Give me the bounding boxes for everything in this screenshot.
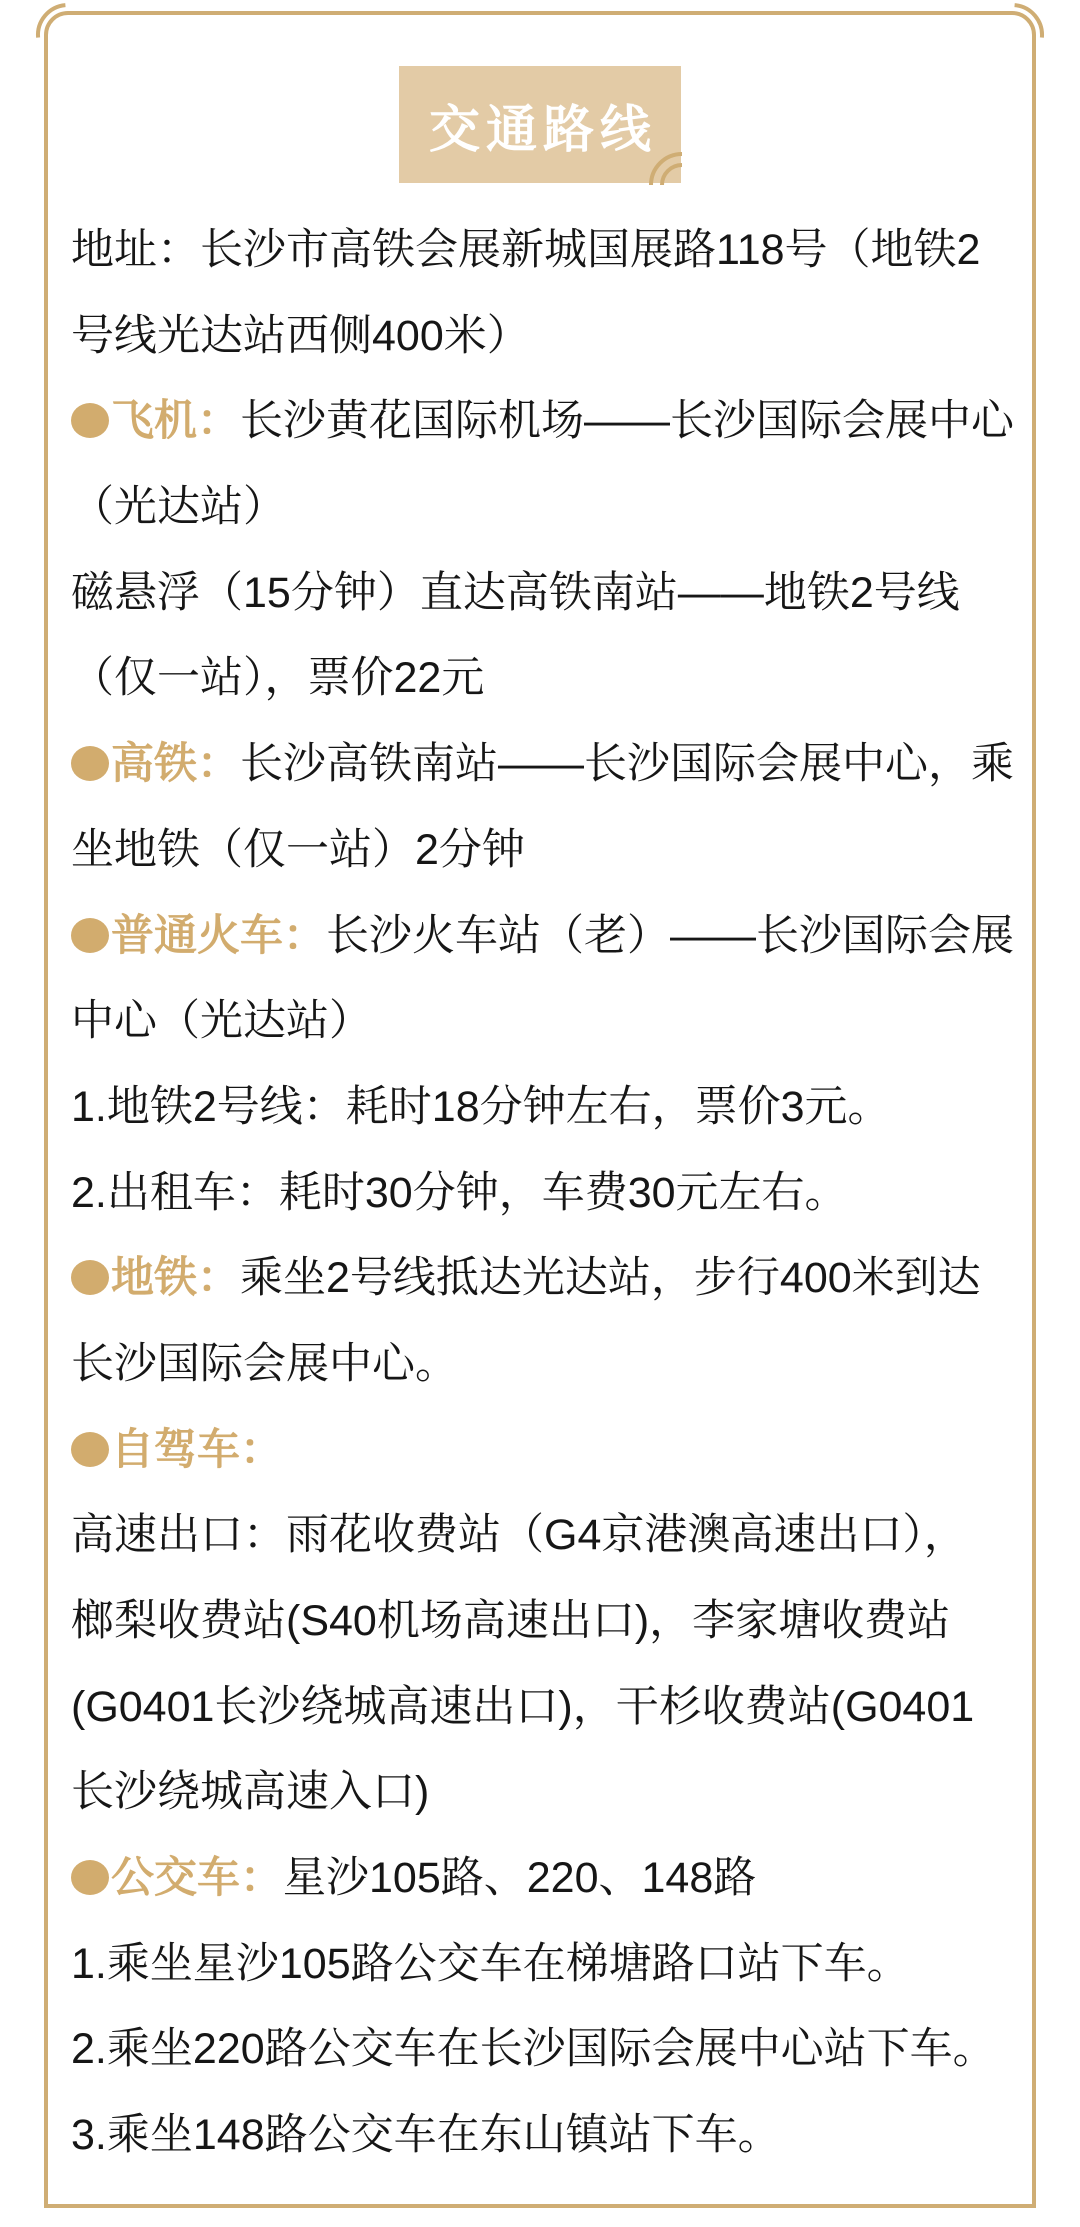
route-text: 星沙105路、220、148路 (283, 1854, 757, 1903)
bullet-icon (71, 1860, 109, 1895)
route-text: 号线光达站西侧400米） (71, 311, 530, 360)
route-text: 2.出租车：耗时30分钟，车费30元左右。 (71, 1168, 848, 1217)
bullet-icon (71, 746, 109, 781)
route-text: 长沙国际会展中心。 (71, 1339, 458, 1388)
bullet-icon (71, 918, 109, 953)
route-text: 长沙黄花国际机场——长沙国际会展中心 (240, 397, 1014, 446)
route-text: 长沙高铁南站——长沙国际会展中心，乘 (240, 740, 1014, 789)
text-line (71, 208, 1035, 294)
route-text: 3.乘坐148路公交车在东山镇站下车。 (71, 2111, 781, 2160)
route-text: 乘坐2号线抵达光达站，步行400米到达 (240, 1254, 981, 1303)
text-line (71, 636, 1035, 722)
text-line (71, 894, 1035, 980)
route-text: 磁悬浮（15分钟）直达高铁南站——地铁2号线 (71, 568, 960, 617)
text-line (71, 1665, 1035, 1751)
text-line (71, 2093, 1035, 2179)
route-info (71, 208, 1035, 2179)
route-text: 长沙火车站（老）——长沙国际会展 (326, 911, 1014, 960)
text-line (71, 1151, 1035, 1237)
text-line (71, 808, 1035, 894)
bullet-icon (71, 1432, 109, 1467)
route-text: 榔梨收费站(S40机场高速出口)，李家塘收费站 (71, 1597, 951, 1645)
text-line (71, 1750, 1035, 1836)
text-line (71, 2007, 1035, 2093)
text-line (71, 294, 1035, 380)
route-text: 高速出口：雨花收费站（G4京港澳高速出口）， (71, 1511, 967, 1560)
bullet-icon (71, 403, 109, 438)
corner-flourish-top-left-icon (38, 5, 65, 38)
corner-flourish-top-right-icon (1015, 5, 1042, 38)
text-line (71, 1493, 1035, 1579)
route-heading: 地铁： (111, 1254, 240, 1303)
text-line (71, 379, 1035, 465)
title-badge (399, 66, 681, 183)
route-text: 地址：长沙市高铁会展新城国展路118号（地铁2 (71, 226, 981, 274)
text-line (71, 1922, 1035, 2008)
text-line (71, 465, 1035, 551)
bullet-icon (71, 1260, 109, 1295)
route-text: 2.乘坐220路公交车在长沙国际会展中心站下车。 (71, 2025, 996, 2074)
route-heading: 飞机： (111, 397, 240, 446)
route-text: （光达站） (71, 483, 286, 532)
route-text: 1.乘坐星沙105路公交车在梯塘路口站下车。 (71, 1939, 910, 1988)
text-line (71, 1236, 1035, 1322)
text-line (71, 979, 1035, 1065)
text-line (71, 1065, 1035, 1151)
text-line (71, 1322, 1035, 1408)
route-heading: 自驾车： (111, 1425, 283, 1474)
text-line (71, 1579, 1035, 1665)
text-line (71, 1408, 1035, 1494)
text-line (71, 722, 1035, 808)
route-text: （仅一站），票价22元 (71, 654, 485, 703)
route-text: (G0401长沙绕城高速出口)，干杉收费站(G0401 (71, 1682, 975, 1731)
text-line (71, 551, 1035, 637)
route-heading: 高铁： (111, 740, 240, 789)
route-text: 中心（光达站） (71, 997, 372, 1046)
text-line (71, 1836, 1035, 1922)
route-text: 坐地铁（仅一站）2分钟 (71, 825, 525, 874)
route-text: 1.地铁2号线：耗时18分钟左右，票价3元。 (71, 1082, 891, 1131)
page-title: 交通路线 (428, 100, 657, 158)
route-heading: 公交车： (111, 1854, 283, 1903)
route-heading: 普通火车： (111, 911, 326, 960)
route-text: 长沙绕城高速入口) (71, 1768, 430, 1817)
